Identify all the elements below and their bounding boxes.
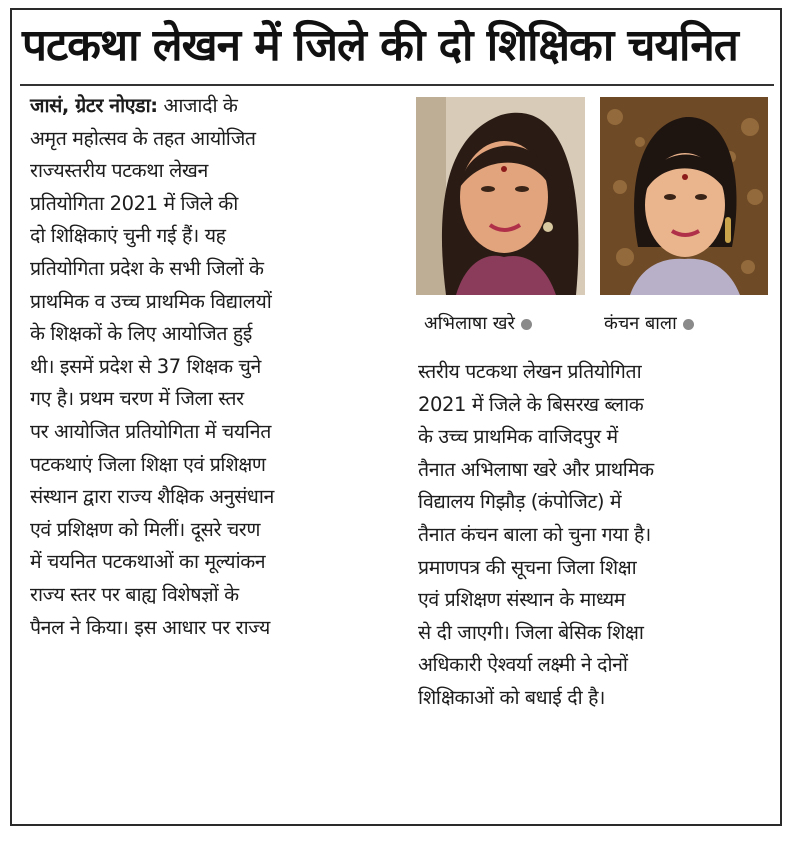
body-line: के उच्च प्राथमिक वाजिदपुर में: [418, 425, 618, 449]
caption-text: कंचन बाला: [604, 313, 677, 334]
left-column: [30, 90, 390, 644]
first-line: [30, 90, 390, 123]
body-line: स्तरीय पटकथा लेखन प्रतियोगिता: [418, 360, 642, 383]
body-line: एवं प्रशिक्षण संस्थान के माध्यम: [418, 588, 626, 612]
body-line: तैनात कंचन बाला को चुना गया है।: [418, 522, 651, 546]
body-line: पर आयोजित प्रतियोगिता में चयनित: [30, 419, 271, 443]
body-line: आजादी के: [157, 94, 238, 117]
photo-abhilasha-khare: [416, 97, 585, 295]
body-line: शिक्षिकाओं को बधाई दी है।: [418, 685, 606, 709]
photo-caption: [604, 312, 694, 336]
headline: पटकथा लेखन में जिले की दो शिक्षिका चयनित: [22, 20, 738, 71]
body-line: प्राथमिक व उच्च प्राथमिक विद्यालयों: [30, 289, 272, 313]
body-line: गए है। प्रथम चरण में जिला स्तर: [30, 387, 244, 411]
body-line: दो शिक्षिकाएं चुनी गई हैं। यह: [30, 224, 226, 248]
bullet-icon: [521, 319, 532, 330]
body-line: पटकथाएं जिला शिक्षा एवं प्रशिक्षण: [30, 452, 266, 476]
body-line: प्रमाणपत्र की सूचना जिला शिक्षा: [418, 555, 637, 579]
body-line: संस्थान द्वारा राज्य शैक्षिक अनुसंधान: [30, 485, 274, 509]
dateline: जासं, ग्रेटर नोएडा:: [30, 94, 158, 117]
portrait-woman-2: [600, 97, 768, 295]
body-line: राज्यस्तरीय पटकथा लेखन: [30, 159, 208, 183]
caption-text: अभिलाषा खरे: [424, 313, 515, 334]
body-line: तैनात अभिलाषा खरे और प्राथमिक: [418, 457, 654, 481]
right-column: [418, 356, 778, 715]
body-line: 2021 में जिले के बिसरख ब्लाक: [418, 392, 644, 416]
body-line: पैनल ने किया। इस आधार पर राज्य: [30, 615, 270, 639]
body-line: अमृत महोत्सव के तहत आयोजित: [30, 126, 256, 150]
body-line: थी। इसमें प्रदेश से 37 शिक्षक चुने: [30, 354, 261, 378]
headline-rule: [20, 84, 774, 86]
body-line: में चयनित पटकथाओं का मूल्यांकन: [30, 550, 266, 574]
bullet-icon: [683, 319, 694, 330]
body-line: से दी जाएगी। जिला बेसिक शिक्षा: [418, 620, 644, 644]
body-line: विद्यालय गिझौड़ (कंपोजिट) में: [418, 490, 622, 514]
portrait-woman-1: [416, 97, 585, 295]
body-line: के शिक्षकों के लिए आयोजित हुई: [30, 322, 252, 346]
body-line: राज्य स्तर पर बाह्य विशेषज्ञों के: [30, 582, 239, 606]
body-line: प्रतियोगिता प्रदेश के सभी जिलों के: [30, 256, 264, 280]
body-line: एवं प्रशिक्षण को मिलीं। दूसरे चरण: [30, 517, 261, 541]
body-line: अधिकारी ऐश्वर्या लक्ष्मी ने दोनों: [418, 653, 628, 677]
photo-kanchan-bala: [600, 97, 768, 295]
body-line: प्रतियोगिता 2021 में जिले की: [30, 191, 238, 215]
photo-caption: [424, 312, 532, 336]
